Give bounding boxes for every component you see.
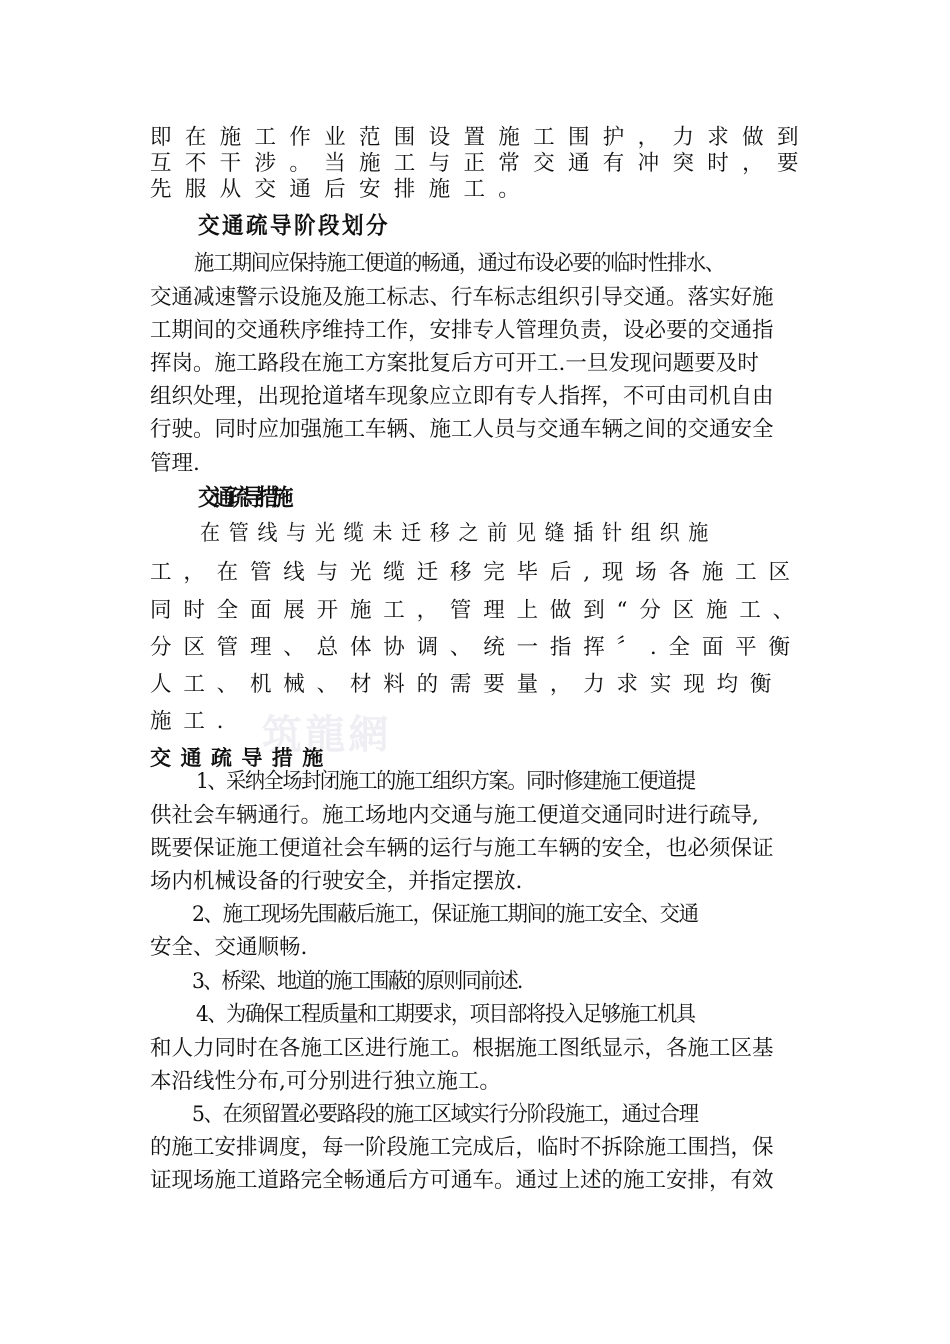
- intro-line-3: 先服从交通后安排施工。: [150, 177, 534, 202]
- section3-line-9: 和人力同时在各施工区进行施工。根据施工图纸显示，各施工区基: [150, 1036, 774, 1061]
- section3-line-8: 4、为确保工程质量和工期要求，项目部将投入足够施工机具: [196, 1002, 695, 1027]
- section2-line-6: 施工.: [150, 709, 236, 734]
- intro-line-2: 互不干涉。当施工与正常交通有冲突时，要: [150, 151, 812, 176]
- section3-line-1: 1、采纳全场封闭施工的施工组织方案。同时修建施工便道提: [196, 769, 695, 794]
- section1-line-3: 工期间的交通秩序维持工作，安排专人管理负责，设必要的交通指: [150, 318, 774, 343]
- section3-line-7: 3、桥梁、地道的施工围蔽的原则同前述.: [192, 969, 522, 994]
- section1-line-6: 行驶。同时应加强施工车辆、施工人员与交通车辆之间的交通安全: [150, 417, 774, 442]
- section2-line-5: 人工、机械、材料的需要量，力求实现均衡: [150, 672, 784, 697]
- section3-line-3: 既要保证施工便道社会车辆的运行与施工车辆的安全，也必须保证: [150, 836, 774, 861]
- section3-line-4: 场内机械设备的行驶安全，并指定摆放.: [150, 869, 523, 894]
- section1-line-5: 组织处理，出现抢道堵车现象应立即有专人指挥，不可由司机自由: [150, 384, 774, 409]
- section2-line-1: 在管线与光缆未迁移之前见缝插针组织施: [200, 521, 718, 546]
- section3-line-6: 安全、交通顺畅.: [150, 935, 308, 960]
- section3-line-10: 本沿线性分布,可分别进行独立施工。: [150, 1069, 501, 1094]
- section2-heading: 交通疏导措施: [198, 484, 287, 511]
- section3-line-5: 2、施工现场先围蔽后施工，保证施工期间的施工安全、交通: [192, 902, 698, 927]
- section2-line-3: 同时全面展开施工，管理上做到“分区施工、: [150, 598, 806, 623]
- section3-line-2: 供社会车辆通行。施工场地内交通与施工便道交通同时进行疏导,: [150, 803, 759, 828]
- section3-line-13: 证现场施工道路完全畅通后方可通车。通过上述的施工安排，有效: [150, 1168, 774, 1193]
- watermark: 筑龍網: [262, 711, 392, 758]
- section2-line-2: 工，在管线与光缆迁移完毕后,现场各施工区: [150, 560, 802, 585]
- intro-line-1: 即在施工作业范围设置施工围护，力求做到: [150, 125, 812, 150]
- section3-line-11: 5、在须留置必要路段的施工区域实行分阶段施工，通过合理: [192, 1102, 698, 1127]
- section1-line-1: 施工期间应保持施工便道的畅通，通过布设必要的临时性排水、: [194, 251, 724, 276]
- section2-line-4: 分区管理、总体协调、统一指挥〞.全面平衡: [150, 635, 802, 660]
- section1-line-7: 管理.: [150, 451, 200, 476]
- section1-heading: 交通疏导阶段划分: [198, 212, 391, 239]
- section3-line-12: 的施工安排调度，每一阶段施工完成后，临时不拆除施工围挡，保: [150, 1135, 774, 1160]
- section1-line-4: 挥岗。施工路段在施工方案批复后方可开工.一旦发现问题要及时: [150, 351, 759, 376]
- section3-heading: 交通疏导措施: [150, 745, 333, 770]
- section1-line-2: 交通减速警示设施及施工标志、行车标志组织引导交通。落实好施: [150, 285, 774, 310]
